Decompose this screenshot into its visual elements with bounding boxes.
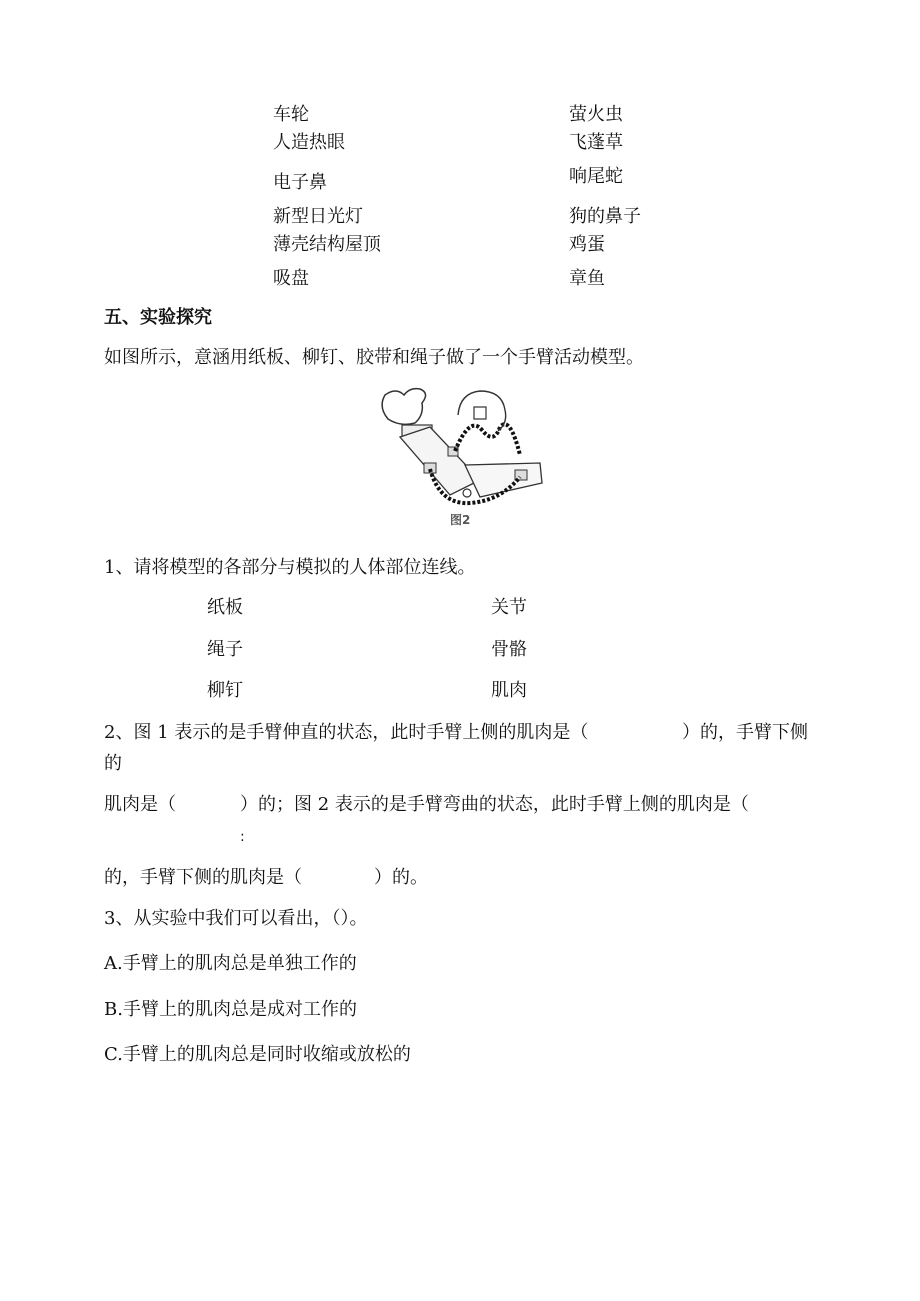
arm-model-figure [370,385,550,535]
match-right-item: 狗的鼻子 [569,206,641,227]
match-right-item: 章鱼 [569,268,605,289]
q1-right-item: 肌肉 [491,680,527,701]
q2-line1-b: 表示的是手臂伸直的状态，此时手臂上侧的肌肉是（ [174,722,589,743]
match-left-item: 薄壳结构屋顶 [273,234,381,255]
q2-line2-c: 表示的是手臂弯曲的状态，此时手臂上侧的肌肉是（ [334,794,749,815]
q2-answer-blank-2[interactable] [180,794,240,816]
q1-left-item: 绳子 [207,639,243,660]
q1-left-item: 柳钉 [207,680,243,701]
q2-line1-c: ）的，手臂下侧 [682,722,808,743]
q3-option-c[interactable] [104,1044,411,1066]
q3-option-a[interactable] [104,953,357,975]
q3-option-b[interactable] [104,999,357,1021]
q2-line1-wrap: 的 [104,753,122,774]
q1-text: 请将模型的各部分与模拟的人体部位连线。 [133,557,476,578]
q2-figure-number: 1 [157,722,169,743]
q1-right-item: 关节 [491,597,527,618]
q2-line3: 的，手臂下侧的肌肉是（ ）的。 [104,867,428,888]
q2-line2-mark: : [240,829,245,845]
option-letter: C. [104,1044,123,1065]
section-title: 五、实验探究 [104,307,212,328]
match-right-item: 鸡蛋 [569,234,605,255]
option-letter: A. [104,953,123,974]
match-right-item: 响尾蛇 [569,166,623,187]
q3-text: 从实验中我们可以看出，（）。 [133,908,368,929]
match-left-item: 车轮 [273,104,309,125]
match-right-item: 飞蓬草 [569,132,623,153]
q2-answer-blank-1[interactable] [597,722,675,744]
q2-line2-b: ）的；图 [240,794,312,815]
option-letter: B. [104,999,123,1020]
q2-number: 2、 [104,722,134,743]
option-text: 手臂上的肌肉总是同时收缩或放松的 [122,1044,411,1065]
q3-number: 3、 [104,908,134,929]
q2-figure-number-2: 2 [317,794,330,815]
match-left-item: 人造热眼 [273,132,345,153]
q2-line2-a: 肌肉是（ [104,794,176,815]
q2-line1-a: 图 [133,722,152,743]
q1-number: 1、 [104,557,134,578]
match-left-item: 新型日光灯 [273,206,363,227]
q1-left-item: 纸板 [207,597,243,618]
match-left-item: 吸盘 [273,268,309,289]
option-text: 手臂上的肌肉总是单独工作的 [122,953,357,974]
figure-caption: 图2 [450,513,471,527]
q1-right-item: 骨骼 [491,639,527,660]
section-intro: 如图所示，意涵用纸板、柳钉、胶带和绳子做了一个手臂活动模型。 [104,347,644,368]
match-right-item: 萤火虫 [569,104,623,125]
option-text: 手臂上的肌肉总是成对工作的 [122,999,357,1020]
match-left-item: 电子鼻 [273,172,327,193]
